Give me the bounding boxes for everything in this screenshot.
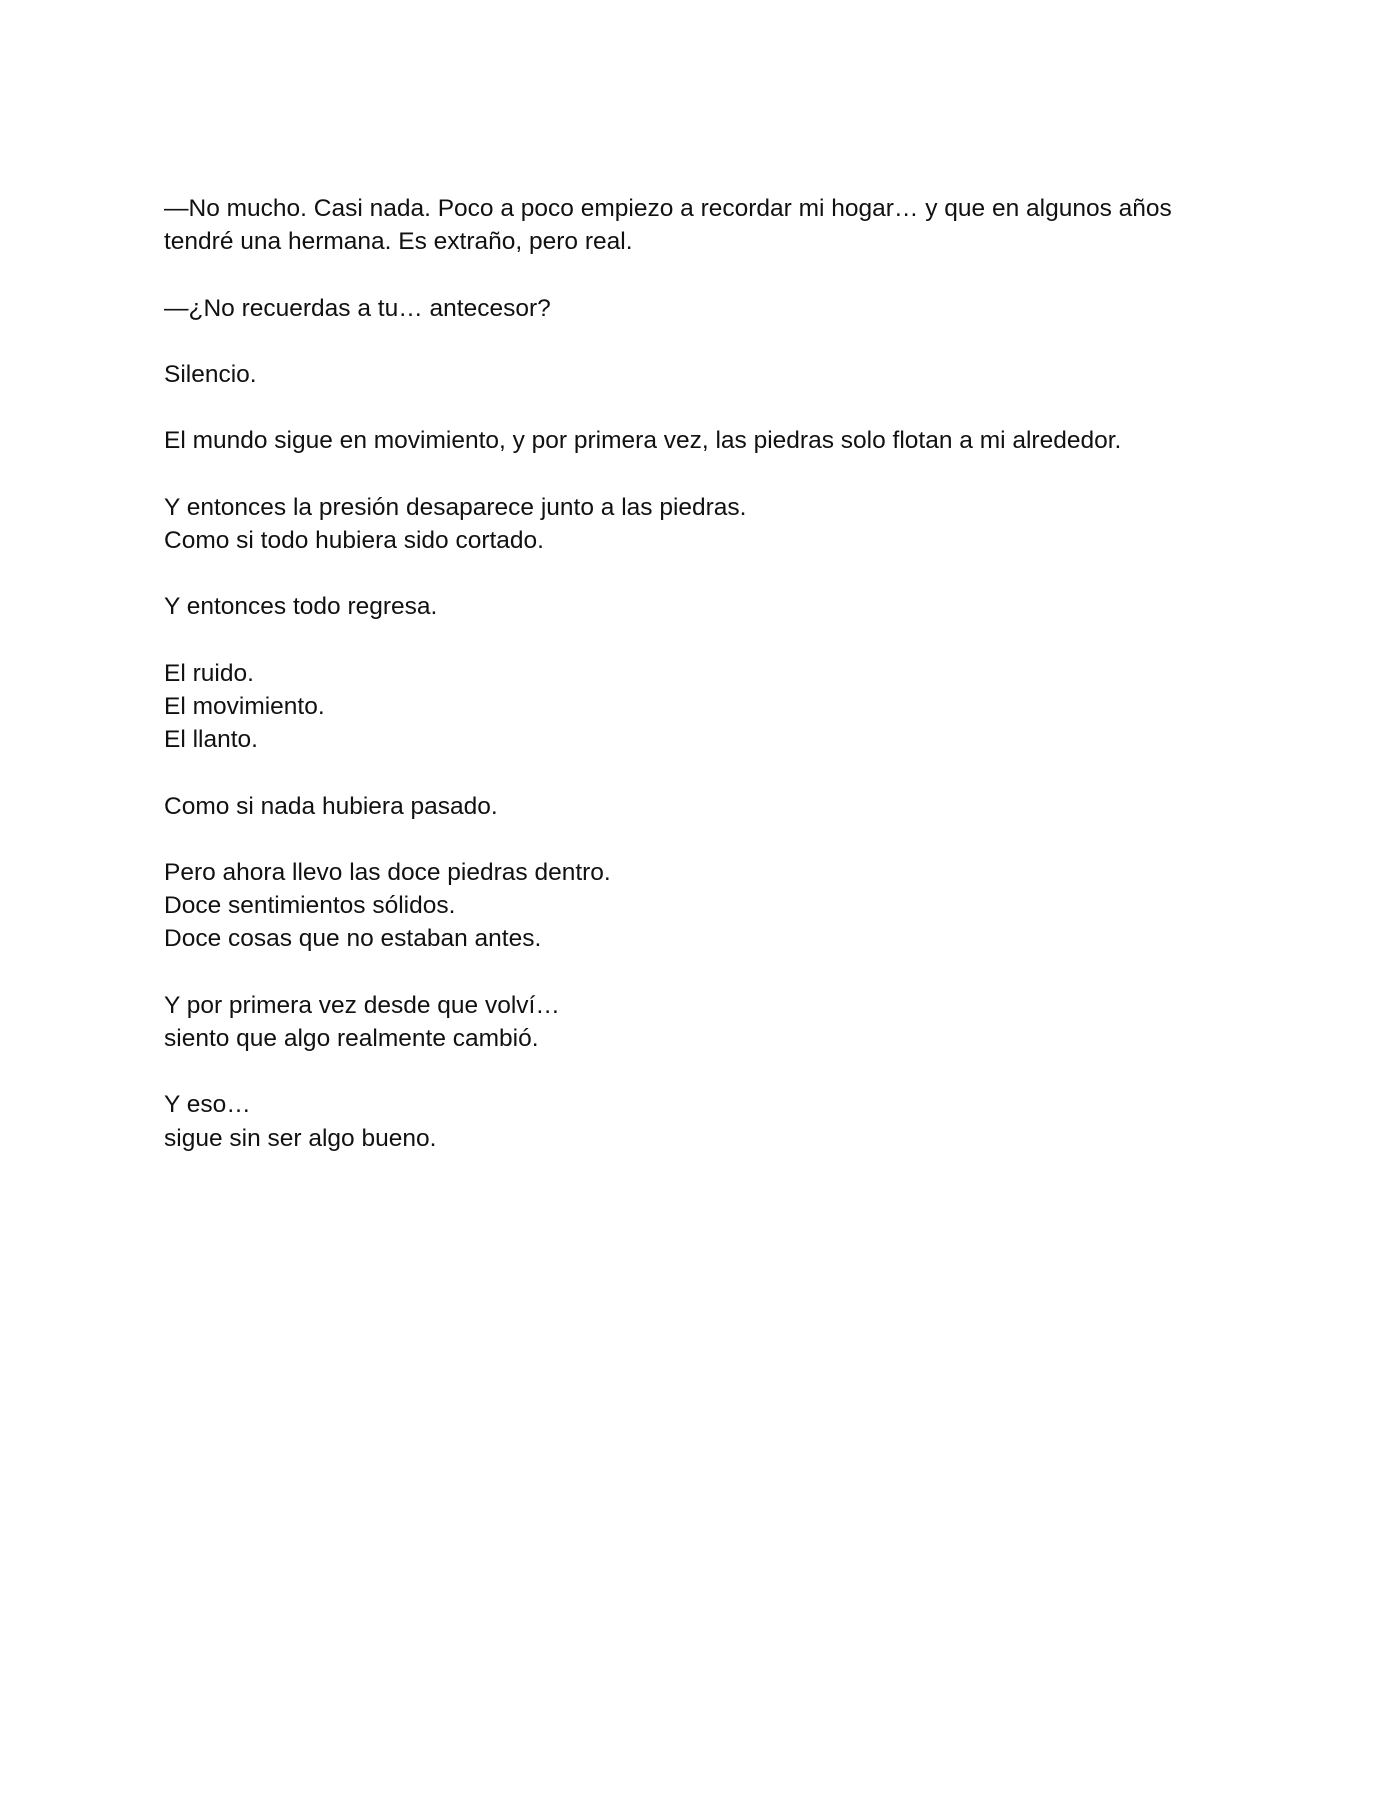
paragraph <box>164 292 1244 325</box>
paragraph <box>164 424 1244 457</box>
text-line: Y eso… <box>164 1091 251 1119</box>
text-line: Como si todo hubiera sido cortado. <box>164 526 544 554</box>
text-line: Y por primera vez desde que volví… <box>164 991 560 1019</box>
text-line: Como si nada hubiera pasado. <box>164 792 498 820</box>
text-line: Y entonces todo regresa. <box>164 593 438 621</box>
paragraph <box>164 192 1244 258</box>
text-line: —No mucho. Casi nada. Poco a poco empiezo a recordar mi hogar… y que en algunos años tendré una hermana. Es extraño, pero real. <box>164 195 1172 256</box>
text-line: Y entonces la presión desaparece junto a las piedras. <box>164 493 747 521</box>
text-line: Doce sentimientos sólidos. <box>164 892 456 920</box>
paragraph <box>164 1088 1244 1154</box>
paragraph <box>164 657 1244 757</box>
text-line: —¿No recuerdas a tu… antecesor? <box>164 294 551 322</box>
paragraph <box>164 856 1244 956</box>
text-line: Silencio. <box>164 360 257 388</box>
text-line: El movimiento. <box>164 692 325 720</box>
paragraph <box>164 989 1244 1055</box>
text-line: Doce cosas que no estaban antes. <box>164 925 542 953</box>
text-line: siento que algo realmente cambió. <box>164 1024 539 1052</box>
paragraph <box>164 358 1244 391</box>
paragraph <box>164 590 1244 623</box>
text-line: Pero ahora llevo las doce piedras dentro. <box>164 858 611 886</box>
text-line: El llanto. <box>164 726 258 754</box>
text-line: El ruido. <box>164 659 254 687</box>
text-line: El mundo sigue en movimiento, y por primera vez, las piedras solo flotan a mi alrededor. <box>164 427 1122 455</box>
text-line: sigue sin ser algo bueno. <box>164 1124 437 1152</box>
paragraph <box>164 491 1244 557</box>
document-body <box>164 192 1244 1188</box>
paragraph <box>164 790 1244 823</box>
